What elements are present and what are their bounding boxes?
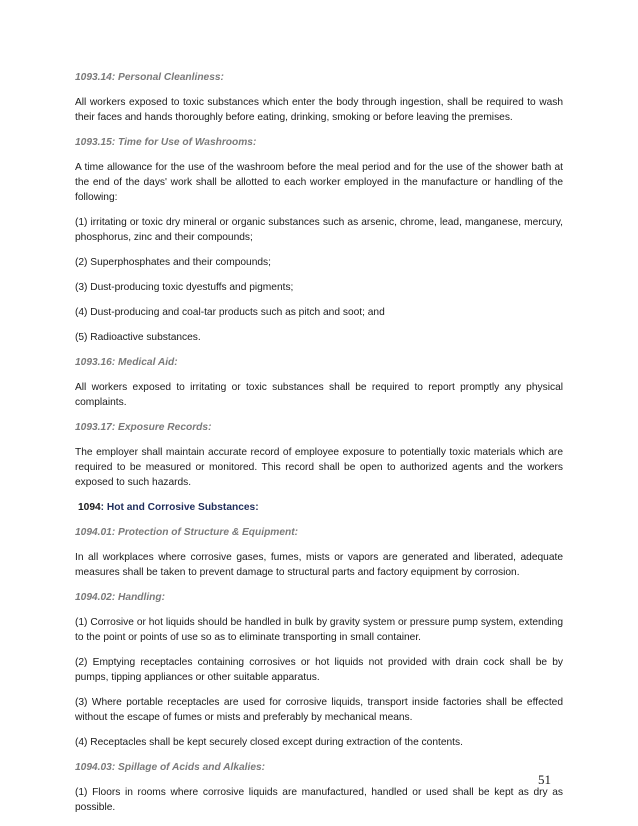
- section-heading: 1093.15: Time for Use of Washrooms:: [75, 137, 257, 148]
- list-item: (2) Superphosphates and their compounds;: [75, 257, 271, 268]
- section-heading: 1094.03: Spillage of Acids and Alkalies:: [75, 762, 266, 773]
- document-body: [75, 70, 563, 825]
- page-number: 51: [538, 772, 551, 787]
- paragraph: The employer shall maintain accurate record of employee exposure to potentially toxic materials which are required to be measured or monitored. This record shall be open to authorized agents and the workers exposed to such hazards.: [75, 447, 563, 488]
- paragraph: All workers exposed to toxic substances which enter the body through ingestion, shall be required to wash their faces and hands thoroughly before eating, drinking, smoking or before leaving the premises.: [75, 97, 563, 123]
- main-section-title: : Hot and Corrosive Substances:: [100, 502, 259, 513]
- paragraph: In all workplaces where corrosive gases, fumes, mists or vapors are generated and liberated, adequate measures shall be taken to prevent damage to structural parts and factory equipment by corrosion.: [75, 552, 563, 578]
- list-item: (5) Radioactive substances.: [75, 332, 201, 343]
- section-heading: 1093.14: Personal Cleanliness:: [75, 72, 224, 83]
- list-item: (3) Where portable receptacles are used for corrosive liquids, transport inside factories shall be effected without the escape of fumes or mists and preferably by mechanical means.: [75, 697, 563, 723]
- list-item: (1) Corrosive or hot liquids should be handled in bulk by gravity system or pressure pump system, extending to the point or points of use so as to eliminate transporting in small container.: [75, 617, 563, 643]
- list-item: (4) Receptacles shall be kept securely closed except during extraction of the contents.: [75, 737, 463, 748]
- section-heading: 1094.02: Handling:: [75, 592, 166, 603]
- main-section-number: 1094: [78, 502, 101, 513]
- list-item: (3) Dust-producing toxic dyestuffs and pigments;: [75, 282, 294, 293]
- paragraph: All workers exposed to irritating or toxic substances shall be required to report promptly any physical complaints.: [75, 382, 563, 408]
- section-heading: 1093.16: Medical Aid:: [75, 357, 178, 368]
- paragraph: A time allowance for the use of the washroom before the meal period and for the use of the shower bath at the end of the days' work shall be allotted to each worker employed in the manufacture or handling of the following:: [75, 162, 563, 203]
- main-section-heading: [78, 500, 563, 515]
- list-item: (1) irritating or toxic dry mineral or organic substances such as arsenic, chrome, lead, manganese, mercury, phosphorus, zinc and their compounds;: [75, 217, 563, 243]
- list-item: (4) Dust-producing and coal-tar products such as pitch and soot; and: [75, 307, 385, 318]
- list-item: (1) Floors in rooms where corrosive liquids are manufactured, handled or used shall be kept as dry as possible.: [75, 787, 563, 813]
- list-item: (2) Emptying receptacles containing corrosives or hot liquids not provided with drain cock shall be by pumps, tipping appliances or other suitable apparatus.: [75, 657, 563, 683]
- section-heading: 1093.17: Exposure Records:: [75, 422, 212, 433]
- section-heading: 1094.01: Protection of Structure & Equipment:: [75, 527, 299, 538]
